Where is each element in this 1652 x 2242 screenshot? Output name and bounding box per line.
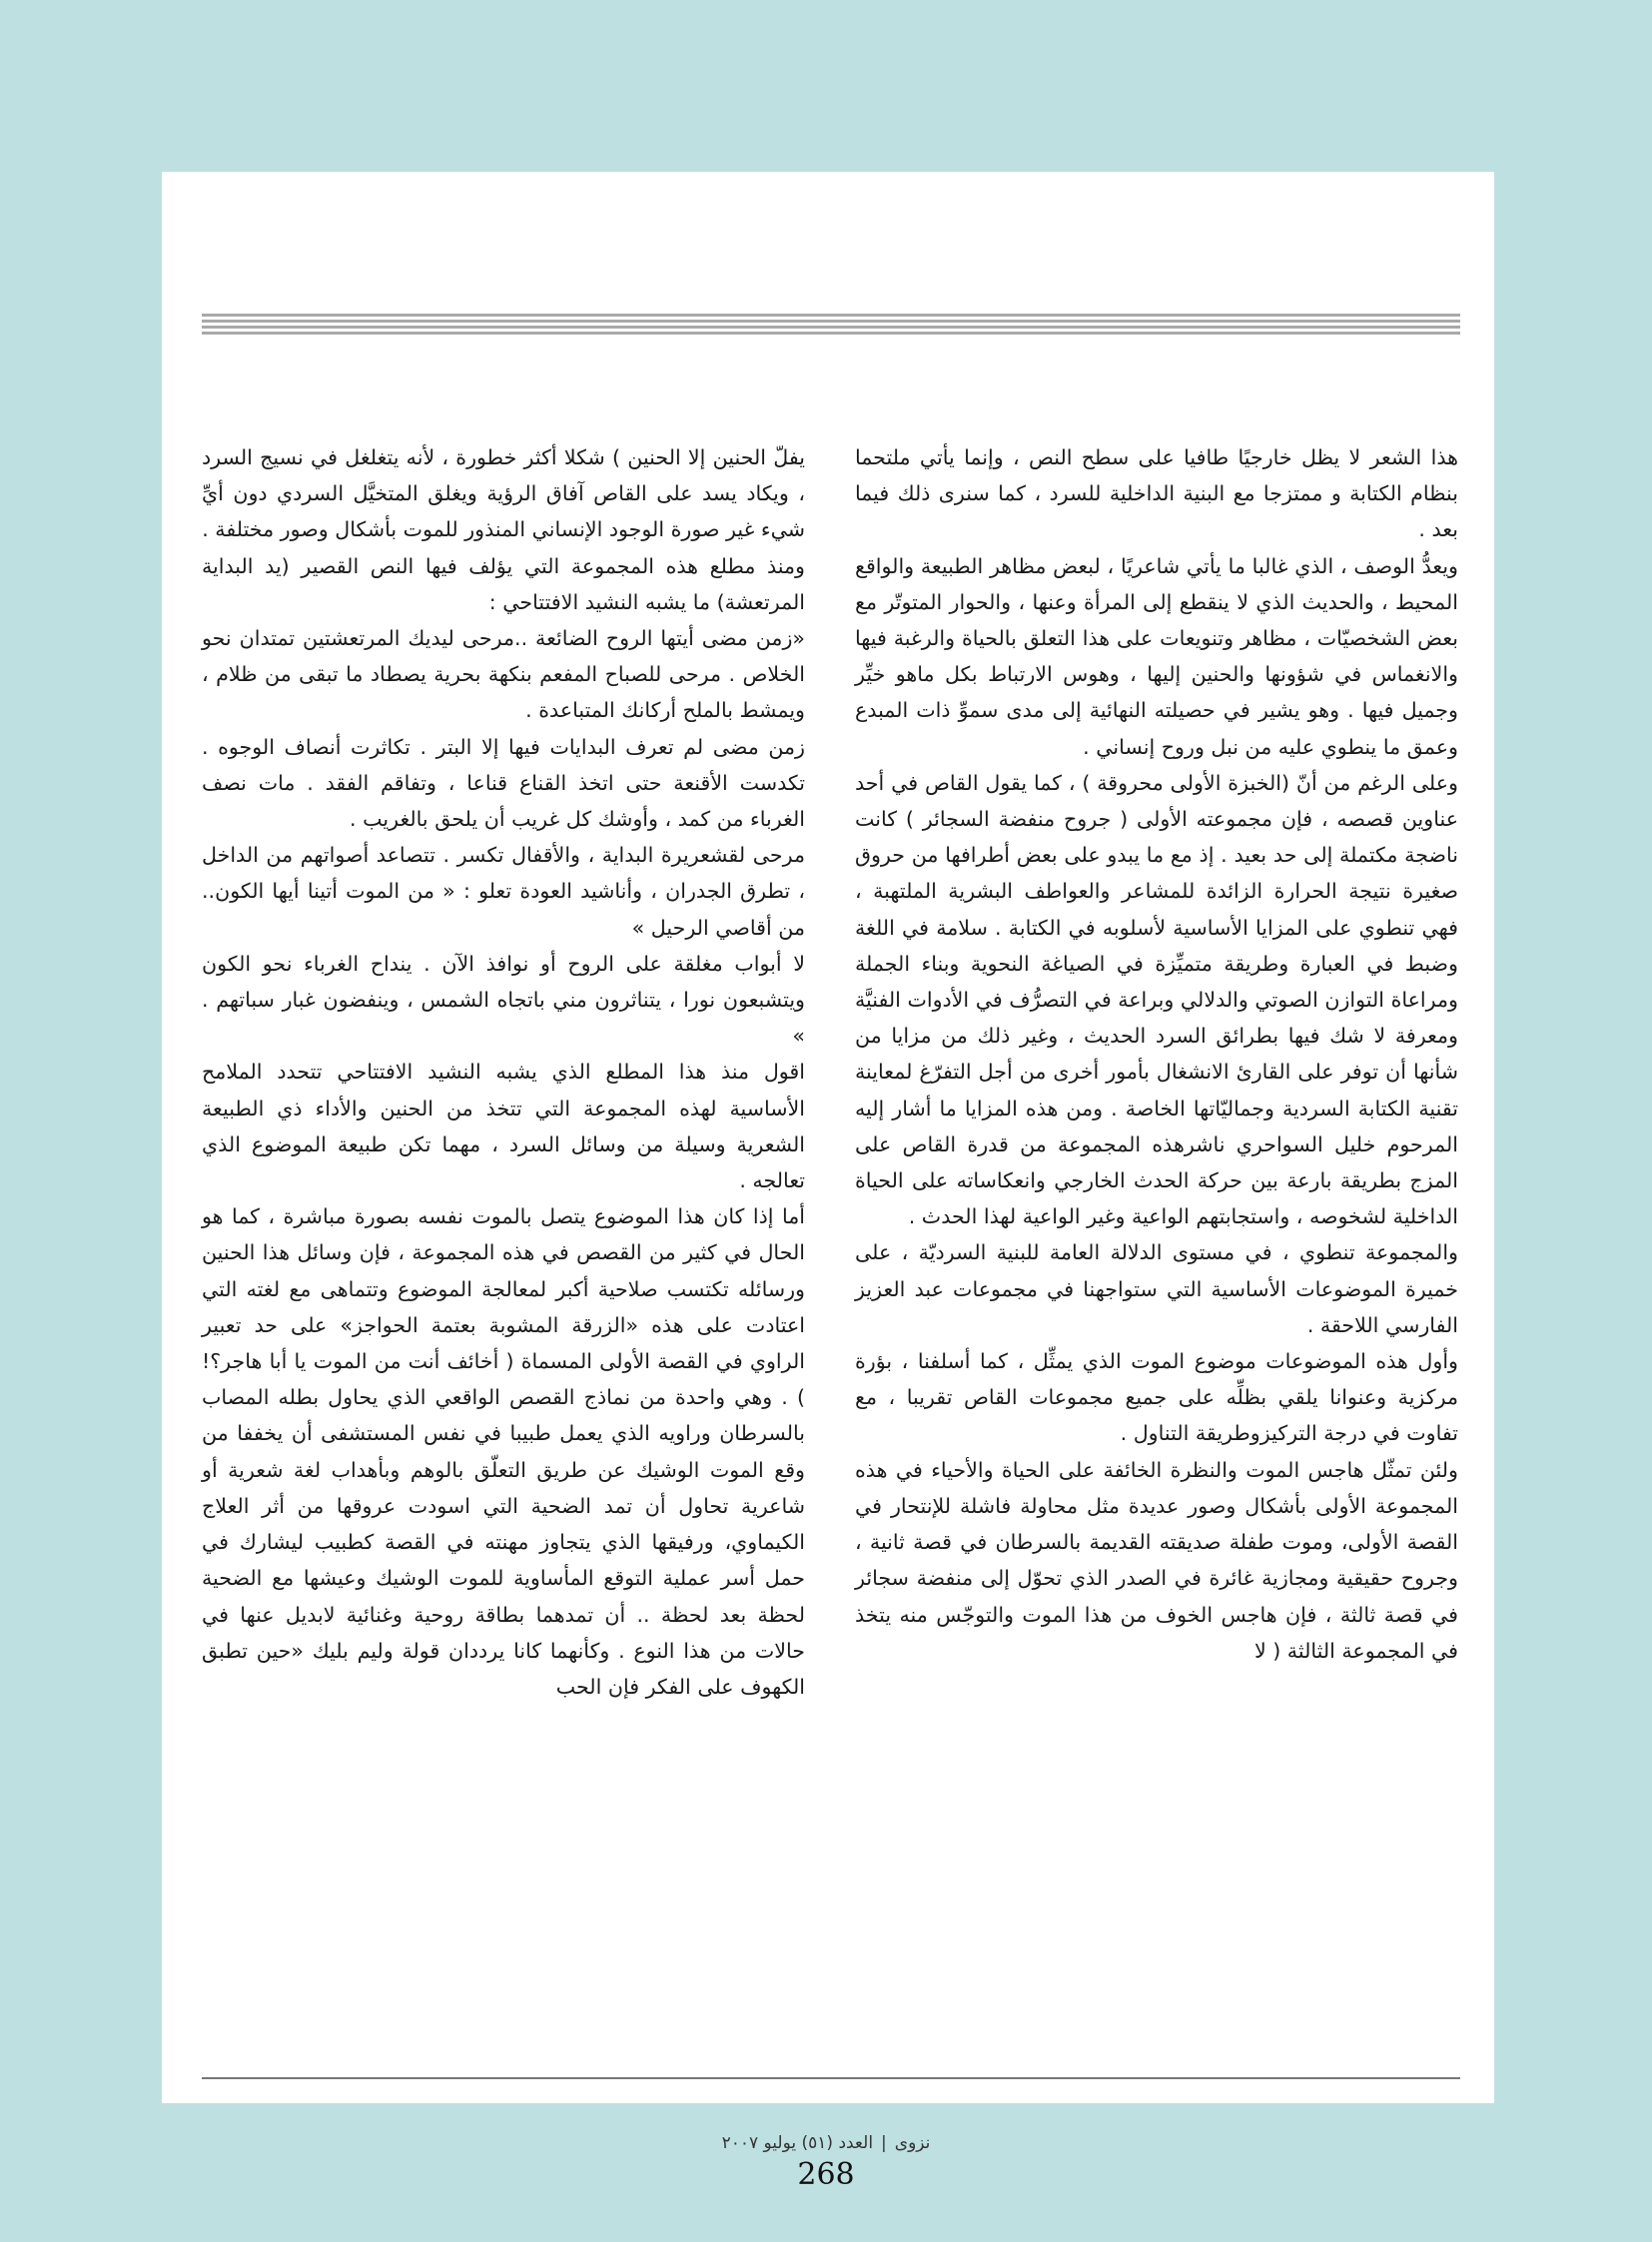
header-rule-line [202, 326, 1460, 329]
quote-paragraph: «زمن مضى أيتها الروح الضائعة ..مرحى ليديك المرتعشتين تمتدان نحو الخلاص . مرحى للصباح المفعم بنكهة بحرية يصطاد ما تبقى من ظلام ، ويمشط بالملح أركانك المتباعدة . [202, 626, 805, 723]
paragraph: وأول هذه الموضوعات موضوع الموت الذي يمثِّل ، كما أسلفنا ، بؤرة مركزية وعنوانا يلقي بظلِّه على جميع مجموعات القاص تقريبا ، مع تفاوت في درجة التركيزوطريقة التناول . [855, 1349, 1458, 1446]
header-rule-line [202, 332, 1460, 335]
footer-rule [202, 2077, 1460, 2079]
quote-paragraph: لا أبواب مغلقة على الروح أو نوافذ الآن . ينداح الغرباء نحو الكون ويتشبعون نورا ، يتناثرون مني باتجاه الشمس ، وينفضون غبار سباتهم . » [202, 951, 805, 1049]
page-sheet [162, 172, 1494, 2103]
header-rules [202, 314, 1460, 336]
paragraph: وعلى الرغم من أنّ (الخبزة الأولى محروقة ) ، كما يقول القاص في أحد عناوين قصصه ، فإن مجموعته الأولى ( جروح منفضة السجائر ) كانت ناضجة مكتملة إلى حد بعيد . إذ مع ما يبدو على بعض أطرافها من حروق صغيرة نتيجة الحرارة الزائدة للمشاعر والعواطف البشرية الملتهبة ، فهي تنطوي على المزايا الأساسية لأسلوبه في الكتابة . سلامة في اللغة وضبط في العبارة وطريقة متميِّزة في الصياغة النحوية وبناء الجملة ومراعاة التوازن الصوتي والدلالي وبراعة في التصرُّف في الأدوات الفنيَّة ومعرفة لا شك فيها بطرائق السرد الحديث ، وغير ذلك من مزايا من شأنها أن توفر على القارئ الانشغال بأمور أخرى من أجل التفرّغ لمعاينة تقنية الكتابة السردية وجماليّاتها الخاصة . ومن هذه المزايا ما أشار إليه المرحوم خليل السواحري ناشرهذه المجموعة من قدرة القاص على المزج بطريقة بارعة بين حركة الحدث الخارجي وانعكاساته على الحياة الداخلية لشخوصه ، واستجابتهم الواعية وغير الواعية لهذا الحدث . [855, 770, 1458, 1229]
header-rule-line [202, 314, 1460, 317]
footer-issue-line [0, 2133, 1652, 2153]
article-column-left [202, 439, 805, 1705]
paragraph: يفلّ الحنين إلا الحنين ) شكلا أكثر خطورة ، لأنه يتغلغل في نسيج السرد ، ويكاد يسد على القاص آفاق الرؤية ويغلق المتخيَّل السردي دون أيِّ شيء غير صورة الوجود الإنساني المنذور للموت بأشكال وصور مختلفة . [202, 445, 805, 542]
paragraph: اقول منذ هذا المطلع الذي يشبه النشيد الافتتاحي تتحدد الملامح الأساسية لهذه المجموعة التي تتخذ من الحنين والأداء ذي الطبيعة الشعرية وسيلة من وسائل السرد ، مهما تكن طبيعة الموضوع الذي تعالجه . [202, 1060, 805, 1193]
paragraph: أما إذا كان هذا الموضوع يتصل بالموت نفسه بصورة مباشرة ، كما هو الحال في كثير من القصص في هذه المجموعة ، فإن وسائل هذا الحنين ورسائله تكتسب صلاحية أكبر لمعالجة الموضوع وتتماهى مع لغته التي اعتادت على هذه «الزرقة المشوبة بعتمة الحواجز» على حد تعبير الراوي في القصة الأولى المسماة ( أخائف أنت من الموت يا أبا هاجر؟! ) . وهي واحدة من نماذج القصص الواقعي الذي يحاول بطله المصاب بالسرطان وراويه الذي يعمل طبيبا في نفس المستشفى أن يخففا من وقع الموت الوشيك عن طريق التعلّق بالوهم وبأهداب لغة شعرية أو شاعرية تحاول أن تمد الضحية التي اسودت عروقها من أثر العلاج الكيماوي، ورفيقها الذي يتجاوز مهنته في القصة كطبيب ليشارك في حمل أسر عملية التوقع المأساوية للموت الوشيك وعيشها مع الضحية لحظة بعد لحظة .. أن تمدهما بطاقة روحية وغنائية لابديل عنها في حالات من هذا النوع . وكأنهما كانا يرددان قولة وليم بليك «حين تطبق الكهوف على الفكر فإن الحب [202, 1204, 805, 1699]
article-column-right [855, 439, 1458, 1669]
quote-paragraph: زمن مضى لم تعرف البدايات فيها إلا البتر . تكاثرت أنصاف الوجوه . تكدست الأقنعة حتى اتخذ القناع قناعا ، وتفاقم الفقد . مات نصف الغرباء من كمد ، وأوشك كل غريب أن يلحق بالغريب . [202, 734, 805, 832]
header-rule-line [202, 320, 1460, 323]
quote-paragraph: مرحى لقشعريرة البداية ، والأقفال تكسر . تتصاعد أصواتهم من الداخل ، تطرق الجدران ، وأناشيد العودة تعلو : « من الموت أتينا أيها الكون.. من أقاصي الرحيل » [202, 843, 805, 940]
paragraph: ولئن تمثّل هاجس الموت والنظرة الخائفة على الحياة والأحياء في هذه المجموعة الأولى بأشكال وصور عديدة مثل محاولة فاشلة للإنتحار في القصة الأولى، وموت طفلة صديقته القديمة بالسرطان في قصة ثانية ، وجروح حقيقية ومجازية غائرة في الصدر الذي تحوّل إلى منفضة سجائر في قصة ثالثة ، فإن هاجس الخوف من هذا الموت والتوجّس منه يتخذ في المجموعة الثالثة ( لا [855, 1457, 1458, 1663]
magazine-name: نزوى [894, 2133, 931, 2153]
paragraph: هذا الشعر لا يظل خارجيًا طافيا على سطح النص ، وإنما يأتي ملتحما بنظام الكتابة و ممتزجا مع البنية الداخلية للسرد ، كما سنرى ذلك فيما بعد . [855, 445, 1458, 542]
issue-info: العدد (٥١) يوليو ٢٠٠٧ [721, 2133, 874, 2153]
page-number: 268 [797, 2157, 855, 2192]
paragraph: ومنذ مطلع هذه المجموعة التي يؤلف فيها النص القصير (يد البداية المرتعشة) ما يشبه النشيد الافتتاحي : [202, 553, 805, 614]
paragraph: ويعدُّ الوصف ، الذي غالبا ما يأتي شاعريًا ، لبعض مظاهر الطبيعة والواقع المحيط ، والحديث الذي لا ينقطع إلى المرأة وعنها ، والحوار المتوتّر مع بعض الشخصيّات ، مظاهر وتنويعات على هذا التعلق بالحياة والرغبة فيها والانغماس في شؤونها والحنين إليها ، وهوس الارتباط بكل ماهو خيِّر وجميل فيها . وهو يشير في حصيلته النهائية إلى مدى سموِّ ذات المبدع وعمق ما ينطوي عليه من نبل وروح إنساني . [855, 553, 1458, 759]
paragraph: والمجموعة تنطوي ، في مستوى الدلالة العامة للبنية السرديّة ، على خميرة الموضوعات الأساسية التي ستواجهنا في مجموعات عبد العزيز الفارسي اللاحقة . [855, 1240, 1458, 1337]
footer-separator: | [881, 2133, 887, 2153]
